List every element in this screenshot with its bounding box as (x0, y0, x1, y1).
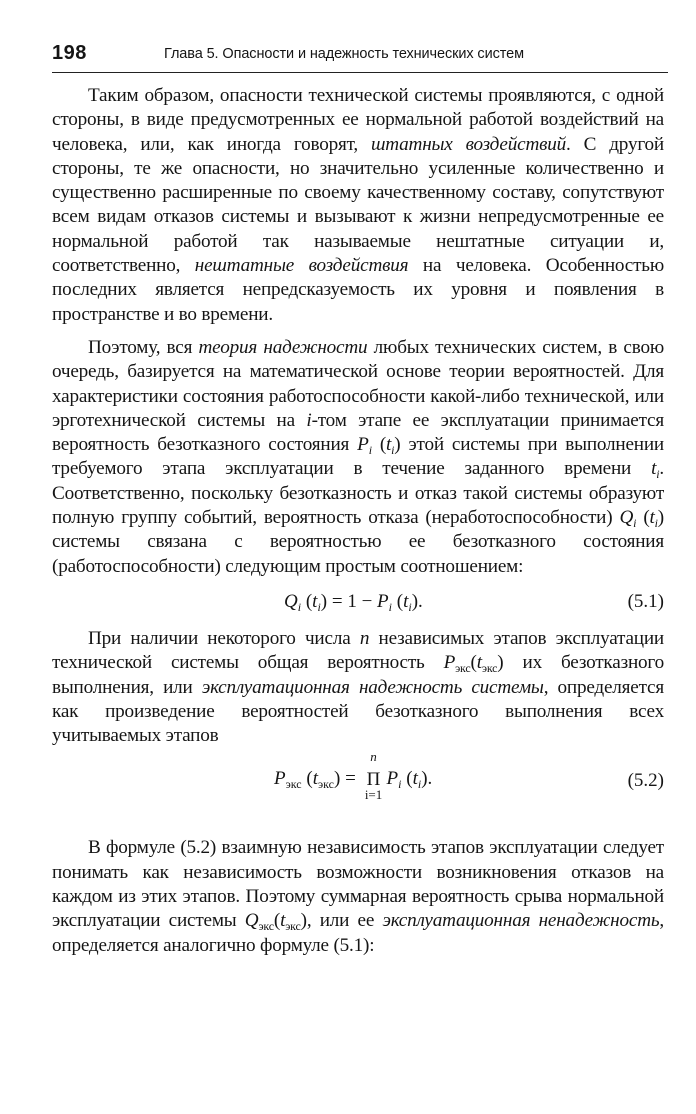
formula-5-1-number: (5.1) (627, 590, 664, 612)
paragraph-3: При наличии некоторого числа n независимых этапов эксплуатации технической системы общая вероятность $P_{экс}(t_{экс})$ их безотказного выполнения, или эксплуатационная надежность системы, определяется как произведение вероятностей безотказного выполнения всех учитываемых этапов (52, 627, 665, 747)
running-title: Глава 5. Опасности и надежность технических систем (164, 46, 524, 62)
page-body (52, 84, 664, 958)
formula-5-2 (52, 748, 664, 820)
formula-5-2-number: (5.2) (627, 770, 664, 792)
page-header (52, 42, 668, 73)
product-operator: n Π i=1 (364, 749, 383, 803)
paragraph-2: Поэтому, вся теория надежности любых технических систем, в свою очередь, базируется на математической основе теории вероятностей. Для характеристики состояния работоспособности какой-либо технической, или эрготехнической системы на i-том этапе ее эксплуатации принимается вероятность безотказного состояния $P_i$ $(t_i)$ этой системы при выполнении требуемого этапа эксплуатации в течение заданного времени $t_i$. Соответственно, поскольку безотказность и отказ такой системы образуют полную группу событий, вероятность отказа (неработоспособности) $Q_i$ $(t_i)$ системы связана с вероятностью ее безотказного состояния (работоспособности) следующим простым соотношением: (52, 336, 664, 577)
paragraph-4: В формуле (5.2) взаимную независимость этапов эксплуатации следует понимать как независимость возможности возникновения отказов на каждом из этих этапов. Поэтому суммарная вероятность срыва нормальной эксплуатации системы $Q_{экс}(t_{экс})$, или ее эксплуатационная ненадежность, определяется аналогично формуле (5.1): (52, 837, 664, 956)
page-number: 198 (52, 42, 87, 64)
formula-5-2-expression: $P_{экс}$ $(t_{экс})$ = n Π i=1 $P_i$ $(t_i)$. (274, 749, 433, 803)
formula-5-1-expression: $Q_i$ $(t_i) = 1 - P_i$ $(t_i)$. (284, 590, 423, 614)
paragraph-1: Таким образом, опасности технической системы проявляются, с одной стороны, в виде предусмотренных ее нормальной работой воздействий на человека, или, как иногда говорят, штатных воздействий. С другой стороны, те же опасности, но значительно усиленные количественно и существенно расширенные по своему качественному составу, сопутствуют всем видам отказов системы и вызывают к жизни непредусмотренные ее нормальной работой так называемые нештатные ситуации и, соответственно, нештатные воздействия на человека. Особенностью последних является непредсказуемость их уровня и появления в пространстве и во времени. (52, 85, 664, 325)
formula-5-1 (52, 579, 664, 627)
